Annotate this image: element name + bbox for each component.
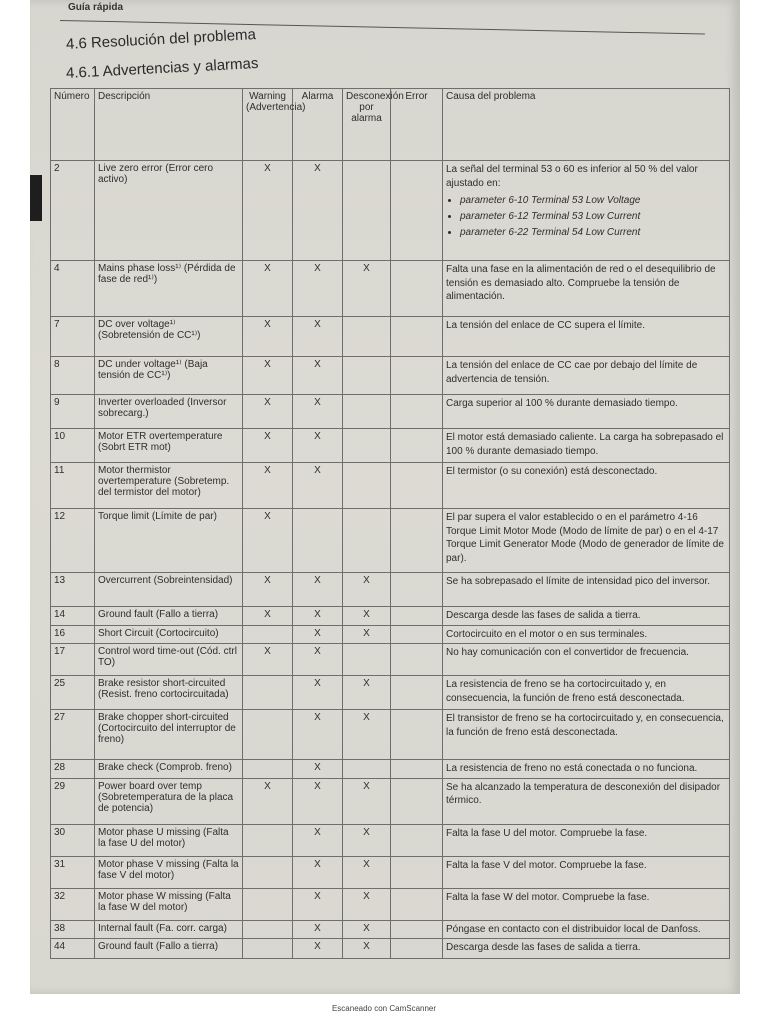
cell-cause <box>443 607 730 626</box>
cause-parameter-item: • parameter 6-12 Terminal 53 Low Current <box>460 211 726 222</box>
cell-warning <box>243 888 293 920</box>
cell-disconnect: X <box>343 261 391 317</box>
table-row <box>51 676 730 710</box>
cell-alarm: X <box>293 463 343 509</box>
cell-error <box>391 856 443 888</box>
cell-number: 29 <box>51 778 95 824</box>
cell-alarm: X <box>293 710 343 760</box>
cell-alarm: X <box>293 824 343 856</box>
cell-description: Internal fault (Fa. corr. carga) <box>95 920 243 939</box>
table-row <box>51 573 730 607</box>
cell-alarm: X <box>293 607 343 626</box>
cell-warning: X <box>243 429 293 463</box>
cause-text: Se ha alcanzado la temperatura de desconexión del disipador térmico. <box>446 781 721 806</box>
cause-text: El motor está demasiado caliente. La carga ha sobrepasado el 100 % durante demasiado tiempo. <box>446 432 724 457</box>
col-header-disconnect: Desconexión por alarma <box>343 89 391 161</box>
cell-number: 44 <box>51 939 95 959</box>
cell-cause <box>443 939 730 959</box>
cell-description: Motor phase U missing (Falta la fase U del motor) <box>95 824 243 856</box>
cell-disconnect: X <box>343 920 391 939</box>
cell-alarm: X <box>293 261 343 317</box>
cell-number: 2 <box>51 161 95 261</box>
col-header-warning: Warning (Advertencia) <box>243 89 293 161</box>
cell-alarm: X <box>293 856 343 888</box>
table-row <box>51 778 730 824</box>
cell-disconnect: X <box>343 888 391 920</box>
cell-cause <box>443 261 730 317</box>
running-header <box>60 0 710 20</box>
cell-description: Live zero error (Error cero activo) <box>95 161 243 261</box>
cell-description: Brake chopper short-circuited (Cortocircuito del interruptor de freno) <box>95 710 243 760</box>
cell-description: Motor thermistor overtemperature (Sobretemp. del termistor del motor) <box>95 463 243 509</box>
cause-parameter-list <box>446 195 726 238</box>
cell-warning <box>243 710 293 760</box>
cell-description: Ground fault (Fallo a tierra) <box>95 939 243 959</box>
cell-error <box>391 939 443 959</box>
cell-number: 30 <box>51 824 95 856</box>
cell-number: 32 <box>51 888 95 920</box>
cell-disconnect <box>343 161 391 261</box>
scanner-footer: Escaneado con CamScanner <box>331 1004 437 1013</box>
cell-description: Short Circuit (Cortocircuito) <box>95 625 243 644</box>
cell-disconnect <box>343 357 391 395</box>
cell-warning: X <box>243 357 293 395</box>
cell-error <box>391 429 443 463</box>
cell-description: Torque limit (Límite de par) <box>95 509 243 573</box>
cell-alarm: X <box>293 357 343 395</box>
table-row <box>51 856 730 888</box>
cell-error <box>391 161 443 261</box>
cell-alarm: X <box>293 395 343 429</box>
col-header-description: Descripción <box>95 89 243 161</box>
cause-parameter-item: • parameter 6-22 Terminal 54 Low Current <box>460 227 726 238</box>
cell-cause <box>443 317 730 357</box>
cell-alarm: X <box>293 778 343 824</box>
cell-error <box>391 463 443 509</box>
cell-description: Mains phase loss¹⁾ (Pérdida de fase de red¹⁾) <box>95 261 243 317</box>
cell-number: 12 <box>51 509 95 573</box>
cell-number: 8 <box>51 357 95 395</box>
table-row <box>51 357 730 395</box>
cell-description: Ground fault (Fallo a tierra) <box>95 607 243 626</box>
col-header-error: Error <box>391 89 443 161</box>
col-header-cause: Causa del problema <box>443 89 730 161</box>
cell-disconnect <box>343 760 391 779</box>
cell-error <box>391 778 443 824</box>
cell-alarm: X <box>293 161 343 261</box>
warnings-table-wrap <box>50 88 730 959</box>
cell-cause <box>443 824 730 856</box>
cell-description: Motor ETR overtemperature (Sobrt ETR mot) <box>95 429 243 463</box>
table-row <box>51 644 730 676</box>
cell-alarm: X <box>293 573 343 607</box>
cell-disconnect <box>343 429 391 463</box>
table-row <box>51 429 730 463</box>
cause-parameter-item: • parameter 6-10 Terminal 53 Low Voltage <box>460 195 726 206</box>
cell-warning: X <box>243 395 293 429</box>
cell-alarm <box>293 509 343 573</box>
cause-text: No hay comunicación con el convertidor de frecuencia. <box>446 647 689 658</box>
cell-cause <box>443 573 730 607</box>
cell-error <box>391 824 443 856</box>
cell-disconnect <box>343 395 391 429</box>
cell-cause <box>443 676 730 710</box>
cell-alarm: X <box>293 920 343 939</box>
cell-error <box>391 760 443 779</box>
cell-number: 9 <box>51 395 95 429</box>
cell-disconnect: X <box>343 824 391 856</box>
cell-alarm: X <box>293 625 343 644</box>
cell-warning: X <box>243 778 293 824</box>
cell-error <box>391 509 443 573</box>
cause-text: Falta la fase U del motor. Compruebe la fase. <box>446 827 648 839</box>
cell-disconnect: X <box>343 778 391 824</box>
section-heading: 4.6 Resolución del problema <box>65 26 257 53</box>
table-body <box>51 161 730 959</box>
cell-alarm: X <box>293 317 343 357</box>
cause-text: Falta la fase W del motor. Compruebe la fase. <box>446 891 650 903</box>
cell-number: 13 <box>51 573 95 607</box>
table-row <box>51 261 730 317</box>
cell-cause <box>443 161 730 261</box>
cell-cause <box>443 856 730 888</box>
cell-description: Overcurrent (Sobreintensidad) <box>95 573 243 607</box>
cell-disconnect <box>343 317 391 357</box>
cell-number: 38 <box>51 920 95 939</box>
header-section: Guía rápida <box>68 2 124 13</box>
cell-cause <box>443 625 730 644</box>
cell-cause <box>443 509 730 573</box>
cell-number: 14 <box>51 607 95 626</box>
table-row <box>51 939 730 959</box>
cell-warning <box>243 920 293 939</box>
cell-error <box>391 573 443 607</box>
cell-description: Power board over temp (Sobretemperatura de la placa de potencia) <box>95 778 243 824</box>
cell-number: 7 <box>51 317 95 357</box>
cell-disconnect <box>343 463 391 509</box>
table-row <box>51 395 730 429</box>
cell-warning: X <box>243 463 293 509</box>
cell-warning <box>243 760 293 779</box>
cell-alarm: X <box>293 429 343 463</box>
cause-text: Carga superior al 100 % durante demasiado tiempo. <box>446 398 678 409</box>
cell-description: DC under voltage¹⁾ (Baja tensión de CC¹⁾) <box>95 357 243 395</box>
cell-number: 31 <box>51 856 95 888</box>
cell-alarm: X <box>293 644 343 676</box>
cell-number: 28 <box>51 760 95 779</box>
page-tab-marker <box>30 175 42 221</box>
cell-number: 10 <box>51 429 95 463</box>
cell-number: 4 <box>51 261 95 317</box>
cell-description: Brake resistor short-circuited (Resist. freno cortocircuitada) <box>95 676 243 710</box>
cell-disconnect: X <box>343 676 391 710</box>
cause-text: El par supera el valor establecido o en el parámetro 4-16 Torque Limit Motor Mode (Modo de límite de par) o en el 4-17 Torque Limit Generator Mode (Modo de generador de límite de par). <box>446 512 724 564</box>
cell-error <box>391 357 443 395</box>
cell-warning: X <box>243 317 293 357</box>
table-row <box>51 710 730 760</box>
cell-warning: X <box>243 644 293 676</box>
cell-disconnect: X <box>343 710 391 760</box>
cell-error <box>391 395 443 429</box>
cause-text: Falta una fase en la alimentación de red o el desequilibrio de tensión es demasiado alto. Compruebe la tensión de alimentación. <box>446 264 716 302</box>
table-row <box>51 888 730 920</box>
cell-number: 11 <box>51 463 95 509</box>
cell-error <box>391 710 443 760</box>
cell-cause <box>443 463 730 509</box>
warnings-alarms-table <box>50 88 730 959</box>
cell-disconnect: X <box>343 573 391 607</box>
cause-text: La resistencia de freno se ha cortocircuitado y, en consecuencia, la función de freno está desconectada. <box>446 679 685 704</box>
cell-warning: X <box>243 161 293 261</box>
cell-alarm: X <box>293 760 343 779</box>
cell-warning: X <box>243 607 293 626</box>
cell-error <box>391 625 443 644</box>
col-header-alarm: Alarma <box>293 89 343 161</box>
cell-warning: X <box>243 261 293 317</box>
cell-description: Motor phase V missing (Falta la fase V del motor) <box>95 856 243 888</box>
cell-number: 16 <box>51 625 95 644</box>
table-row <box>51 760 730 779</box>
cell-error <box>391 607 443 626</box>
cell-error <box>391 317 443 357</box>
cell-warning <box>243 676 293 710</box>
cell-description: Brake check (Comprob. freno) <box>95 760 243 779</box>
table-header-row <box>51 89 730 161</box>
table-row <box>51 161 730 261</box>
cell-disconnect: X <box>343 625 391 644</box>
cell-error <box>391 920 443 939</box>
cell-description: Control word time-out (Cód. ctrl TO) <box>95 644 243 676</box>
cell-cause <box>443 920 730 939</box>
cell-cause <box>443 888 730 920</box>
cell-description: Motor phase W missing (Falta la fase W del motor) <box>95 888 243 920</box>
cause-text: La tensión del enlace de CC supera el límite. <box>446 320 646 331</box>
cause-text: La señal del terminal 53 o 60 es inferior al 50 % del valor ajustado en: <box>446 164 698 189</box>
cell-alarm: X <box>293 888 343 920</box>
cell-error <box>391 888 443 920</box>
cell-warning <box>243 625 293 644</box>
cell-warning <box>243 939 293 959</box>
table-row <box>51 607 730 626</box>
cell-cause <box>443 395 730 429</box>
cell-alarm: X <box>293 676 343 710</box>
cell-cause <box>443 357 730 395</box>
cause-text: El transistor de freno se ha cortocircuitado y, en consecuencia, la función de freno está desconectada. <box>446 713 724 738</box>
cell-description: DC over voltage¹⁾ (Sobretensión de CC¹⁾) <box>95 317 243 357</box>
cause-text: Cortocircuito en el motor o en sus terminales. <box>446 628 648 640</box>
cell-disconnect <box>343 509 391 573</box>
cell-warning: X <box>243 573 293 607</box>
cell-cause <box>443 429 730 463</box>
cell-disconnect <box>343 644 391 676</box>
cell-disconnect: X <box>343 607 391 626</box>
cell-description: Inverter overloaded (Inversor sobrecarg.) <box>95 395 243 429</box>
cause-text: La resistencia de freno no está conectada o no funciona. <box>446 763 698 774</box>
cause-text: Póngase en contacto con el distribuidor local de Danfoss. <box>446 923 701 935</box>
cell-error <box>391 261 443 317</box>
cell-error <box>391 676 443 710</box>
subsection-heading: 4.6.1 Advertencias y alarmas <box>65 54 259 82</box>
cell-cause <box>443 644 730 676</box>
table-row <box>51 317 730 357</box>
cell-cause <box>443 760 730 779</box>
cell-number: 25 <box>51 676 95 710</box>
table-row <box>51 625 730 644</box>
cause-text: Falta la fase V del motor. Compruebe la fase. <box>446 859 647 871</box>
col-header-number: Número <box>51 89 95 161</box>
cell-number: 17 <box>51 644 95 676</box>
cell-warning: X <box>243 509 293 573</box>
cell-number: 27 <box>51 710 95 760</box>
cell-error <box>391 644 443 676</box>
table-row <box>51 463 730 509</box>
cell-disconnect: X <box>343 939 391 959</box>
cell-alarm: X <box>293 939 343 959</box>
cell-cause <box>443 778 730 824</box>
cell-warning <box>243 856 293 888</box>
table-row <box>51 824 730 856</box>
cause-text: Descarga desde las fases de salida a tierra. <box>446 942 641 953</box>
cause-text: El termistor (o su conexión) está desconectado. <box>446 466 658 477</box>
cell-cause <box>443 710 730 760</box>
cause-text: La tensión del enlace de CC cae por debajo del límite de advertencia de tensión. <box>446 360 698 385</box>
cell-disconnect: X <box>343 856 391 888</box>
table-row <box>51 509 730 573</box>
cause-text: Se ha sobrepasado el límite de intensidad pico del inversor. <box>446 576 711 587</box>
cause-text: Descarga desde las fases de salida a tierra. <box>446 610 641 621</box>
table-row <box>51 920 730 939</box>
cell-warning <box>243 824 293 856</box>
